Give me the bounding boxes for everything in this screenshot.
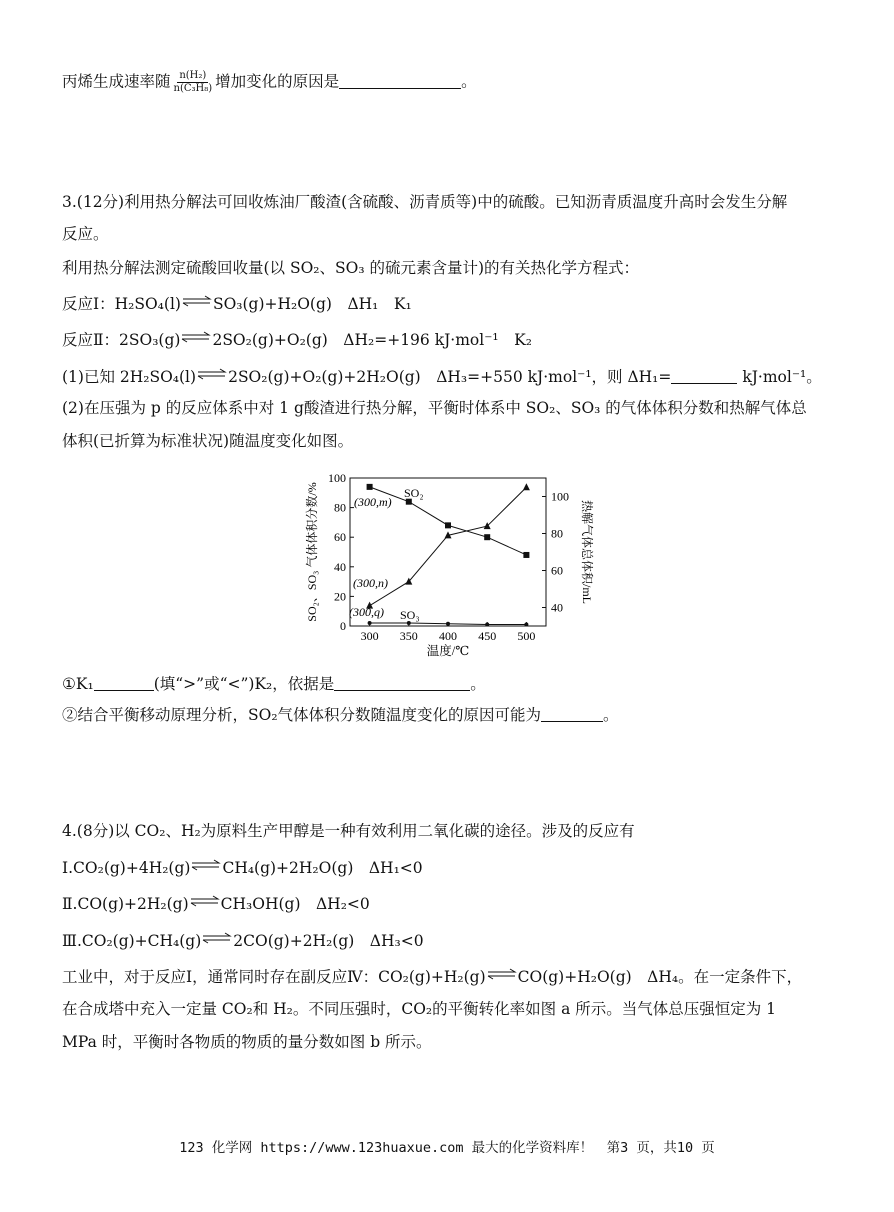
sub-question-2-2: ②结合平衡移动原理分析，SO₂气体体积分数随温度变化的原因可能为 。 [62,706,619,724]
answer-blank[interactable] [94,674,154,691]
y-left-tick-label: 80 [334,500,346,515]
answer-blank[interactable] [541,705,603,722]
series-0-point [367,484,373,490]
q4-intro: 4.(8分)以 CO₂、H₂为原料生产甲醇是一种有效利用二氧化碳的途径。涉及的反应有 [62,822,635,840]
equilibrium-arrow-icon [197,368,227,380]
answer-blank[interactable] [334,674,470,691]
reaction-2: 反应Ⅱ：2SO₃(g) 2SO₂(g)+O₂(g) ΔH₂=+196 kJ·mol⁻¹ K₂ [62,331,532,349]
x-tick-label: 500 [517,629,536,643]
series-1-point [485,623,489,627]
y-right-tick-label: 40 [551,600,563,615]
sub-question-2-line2: 体积(已折算为标准状况)随温度变化如图。 [62,432,354,450]
y-right-tick-label: 60 [551,563,563,578]
x-tick-label: 300 [360,629,379,643]
x-tick-label: 400 [439,629,457,643]
equilibrium-arrow-icon [182,295,212,307]
y-left-tick-label: 20 [334,589,346,604]
annotation-300-n: (300,n) [353,576,388,590]
x-axis-label: 温度/℃ [426,644,470,658]
page-footer: 123 化学网 https://www.123huaxue.com 最大的化学资料库！ 第3 页，共10 页 [179,1140,715,1156]
annotation-300-m: (300,m) [354,495,392,509]
y-left-tick-label: 60 [334,530,346,545]
reaction-II: Ⅱ.CO(g)+2H₂(g) CH₃OH(g) ΔH₂<0 [62,895,370,913]
equilibrium-arrow-icon [190,895,220,907]
sub-question-2-1: ①K₁ (填“>”或“<”)K₂，依据是 。 [62,675,486,693]
series-1-point [446,622,450,626]
annotation-300-q: (300,q) [349,605,384,619]
q4-paragraph-line1: 工业中，对于反应Ⅰ，通常同时存在副反应Ⅳ：CO₂(g)+H₂(g) CO(g)+H₂O(g) ΔH₄。在一定条件下， [62,968,803,986]
y-left-tick-label: 0 [340,619,346,633]
equilibrium-arrow-icon [487,968,517,980]
y-right-tick-label: 80 [551,526,563,541]
rate-ratio-question: 丙烯生成速率随 $\frac{\text{n(H₂)}}{\text{n(C₃H₈)}}$ 增加变化的原因是 。 [62,70,477,94]
y-left-tick-label: 100 [328,471,346,485]
sub-question-1: (1)已知 2H₂SO₄(l) 2SO₂(g)+O₂(g)+2H₂O(g) ΔH₃=+550 kJ·mol⁻¹，则 ΔH₁= kJ·mol⁻¹。 [62,368,822,386]
series-0-point [484,534,490,540]
sub-question-2-line1: (2)在压强为 p 的反应体系中对 1 g酸渣进行热分解，平衡时体系中 SO₂、SO₃ 的气体体积分数和热解气体总 [62,399,807,417]
q3-intro-line3: 利用热分解法测定硫酸回收量(以 SO₂、SO₃ 的硫元素含量计)的有关热化学方程式： [62,259,640,277]
equilibrium-arrow-icon [202,932,232,944]
y-right-tick-label: 100 [551,489,569,504]
x-tick-label: 450 [478,629,497,643]
ratio-fraction: $\frac{\text{n(H₂)}}{\text{n(C₃H₈)}}$ [173,70,213,94]
series-1-point [368,621,372,625]
series-0-line [370,487,527,555]
q4-paragraph-line2: 在合成塔中充入一定量 CO₂和 H₂。不同压强时，CO₂的平衡转化率如图 a 所示。当气体总压强恒定为 1 [62,1000,777,1018]
y-axis-left-label: SO₂、SO₃ 气体体积分数/% [305,482,319,622]
equilibrium-arrow-icon [191,859,221,871]
series-label-so3: SO₃ [400,608,420,622]
answer-blank[interactable] [671,367,737,384]
series-0-point [523,552,529,558]
reaction-I: Ⅰ.CO₂(g)+4H₂(g) CH₄(g)+2H₂O(g) ΔH₁<0 [62,859,423,877]
series-2-line [370,487,527,605]
q3-intro-line2: 反应。 [62,225,109,243]
equilibrium-arrow-icon [181,331,211,343]
series-1-point [524,623,528,627]
y-axis-right-label: 热解气体总体积/mL [580,500,594,604]
answer-blank[interactable] [339,72,461,89]
series-2-point [523,483,530,490]
q3-intro-line1: 3.(12分)利用热分解法可回收炼油厂酸渣(含硫酸、沥青质等)中的硫酸。已知沥青质温度升高时会发生分解 [62,193,788,211]
q4-paragraph-line3: MPa 时，平衡时各物质的物质的量分数如图 b 所示。 [62,1033,432,1051]
reaction-1: 反应Ⅰ：H₂SO₄(l) SO₃(g)+H₂O(g) ΔH₁ K₁ [62,295,412,313]
so2-so3-temperature-chart [300,466,610,661]
reaction-III: Ⅲ.CO₂(g)+CH₄(g) 2CO(g)+2H₂(g) ΔH₃<0 [62,932,424,950]
y-left-tick-label: 40 [334,559,346,574]
series-0-point [445,522,451,528]
x-tick-label: 350 [399,629,418,643]
series-label-so2: SO₂ [404,486,424,500]
